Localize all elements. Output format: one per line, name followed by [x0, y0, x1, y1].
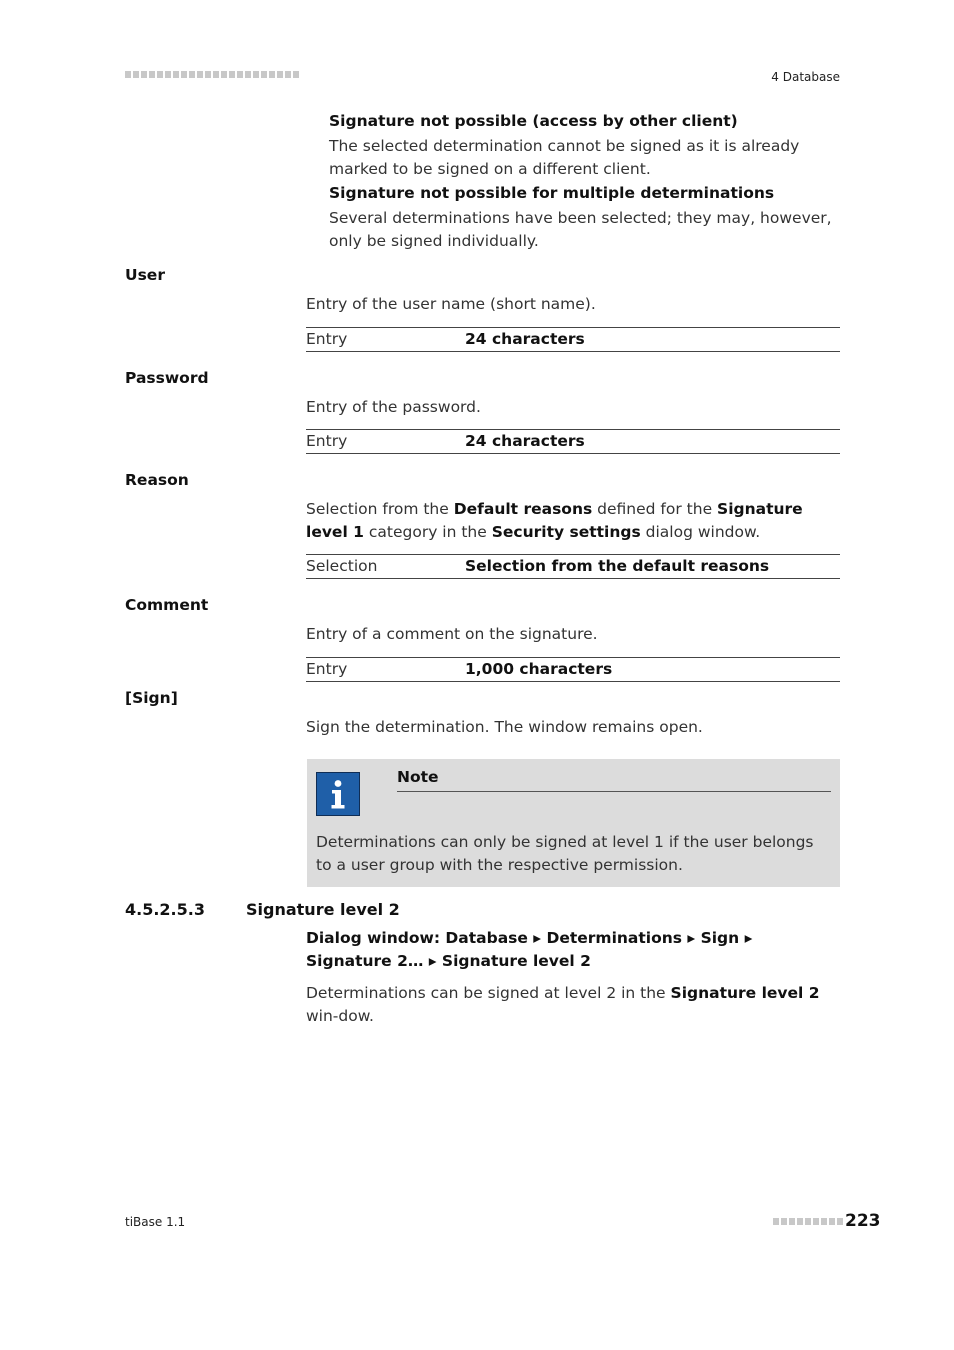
- message-title-multiple: Signature not possible for multiple determinations: [329, 184, 775, 202]
- param-reason-row: [306, 554, 840, 579]
- header-chapter: 4 Database: [771, 70, 840, 84]
- param-user-row: [306, 327, 840, 352]
- param-comment-heading: Comment: [125, 596, 209, 614]
- row-value: Selection from the default reasons: [465, 557, 770, 575]
- param-reason-desc: Selection from the Default reasons defined for the Signature level 1 category in the Security settings dialog window.: [306, 500, 803, 541]
- row-value: 24 characters: [465, 330, 585, 348]
- footer-decoration: [773, 1218, 843, 1225]
- section-text: Determinations can be signed at level 2 in the Signature level 2 win-dow.: [306, 984, 820, 1025]
- message-text-other-client: The selected determination cannot be signed as it is already marked to be signed on a different client.: [329, 137, 800, 178]
- param-comment-row: [306, 657, 840, 682]
- message-text-multiple: Several determinations have been selected; they may, however, only be signed individually.: [329, 209, 832, 250]
- note-box: [307, 759, 840, 887]
- note-title: Note: [397, 768, 831, 792]
- note-text: Determinations can only be signed at level 1 if the user belongs to a user group with the respective permission.: [316, 833, 814, 874]
- row-key: Entry: [306, 330, 348, 348]
- param-password-row: [306, 429, 840, 454]
- row-key: Entry: [306, 432, 348, 450]
- param-sign-desc: Sign the determination. The window remains open.: [306, 718, 703, 736]
- dialog-path: Dialog window: Database ▸ Determinations ▸ Sign ▸ Signature 2… ▸ Signature level 2: [306, 929, 753, 970]
- footer-product: tiBase 1.1: [125, 1215, 186, 1229]
- row-value: 1,000 characters: [465, 660, 613, 678]
- param-password-desc: Entry of the password.: [306, 398, 481, 416]
- message-title-other-client: Signature not possible (access by other client): [329, 112, 738, 130]
- row-value: 24 characters: [465, 432, 585, 450]
- param-reason-heading: Reason: [125, 471, 189, 489]
- param-sign-heading: [Sign]: [125, 689, 178, 707]
- info-icon: [316, 772, 360, 816]
- section-number: 4.5.2.5.3: [125, 900, 205, 919]
- row-key: Entry: [306, 660, 348, 678]
- page-number: 223: [845, 1211, 881, 1231]
- param-password-heading: Password: [125, 369, 209, 387]
- param-user-heading: User: [125, 266, 165, 284]
- param-comment-desc: Entry of a comment on the signature.: [306, 625, 598, 643]
- param-user-desc: Entry of the user name (short name).: [306, 295, 596, 313]
- section-title: Signature level 2: [246, 900, 400, 919]
- row-key: Selection: [306, 557, 378, 575]
- header-decoration: [125, 71, 299, 80]
